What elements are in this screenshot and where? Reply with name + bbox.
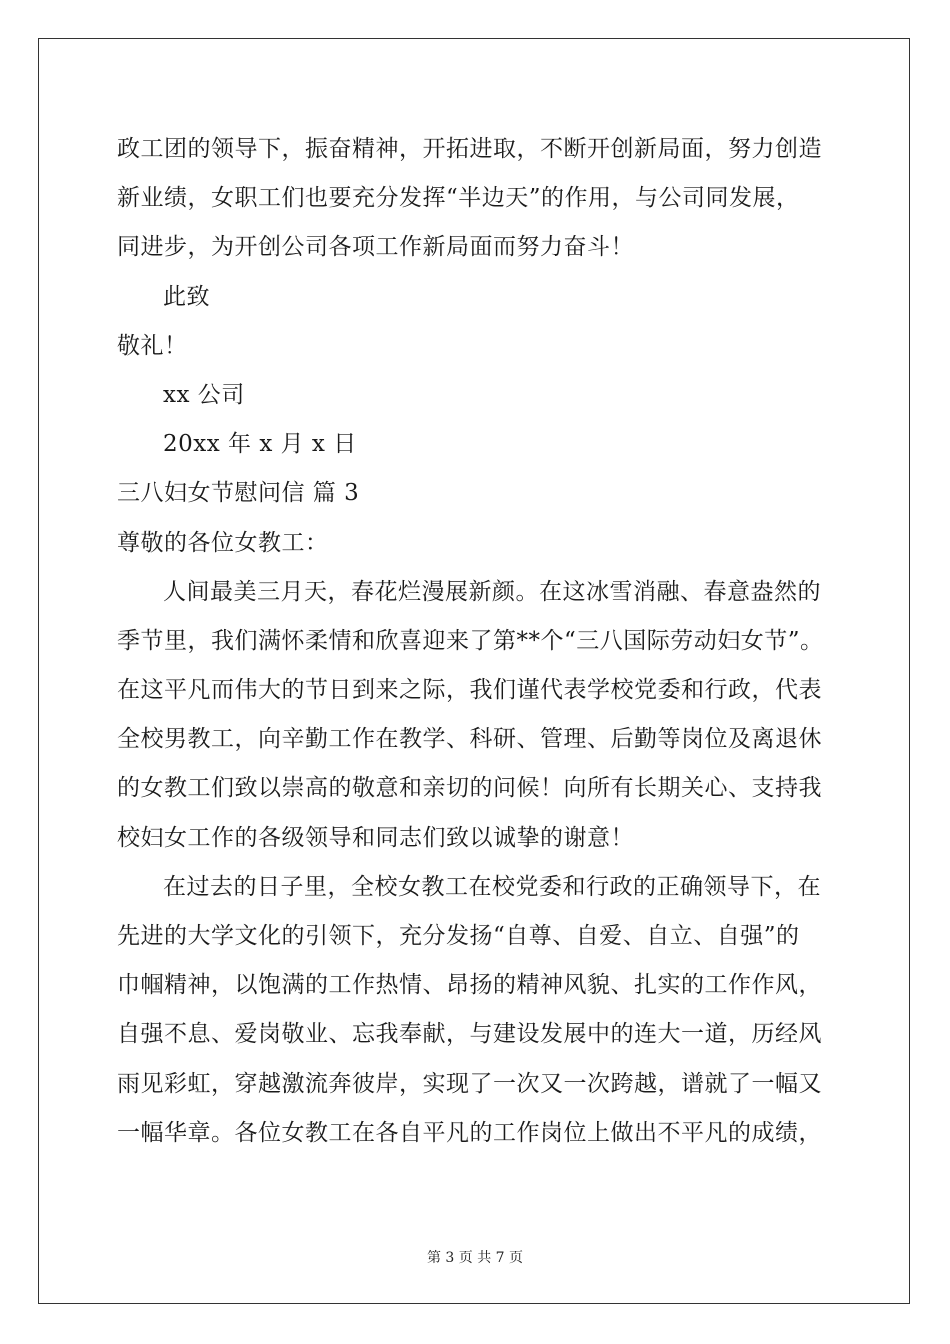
text-line: 政工团的领导下，振奋精神，开拓进取，不断开创新局面，努力创造 (117, 136, 822, 162)
text-line: 先进的大学文化的引领下，充分发扬“自尊、自爱、自立、自强”的 (117, 923, 800, 949)
text-line: 全校男教工，向辛勤工作在教学、科研、管理、后勤等岗位及离退休 (117, 726, 822, 753)
closing-salutation: 此致 (163, 283, 210, 310)
text-line: 在这平凡而伟大的节日到来之际，我们谨代表学校党委和行政，代表 (117, 677, 822, 704)
signature-date: 20xx 年 x 月 x 日 (163, 431, 357, 458)
paragraph-start: 人间最美三月天，春花烂漫展新颜。在这冰雪消融、春意盎然的 (163, 578, 821, 605)
text-line: 雨见彩虹，穿越激流奔彼岸，实现了一次又一次跨越，谱就了一幅又 (117, 1070, 822, 1097)
greeting: 尊敬的各位女教工： (117, 529, 329, 556)
closing-regards: 敬礼！ (117, 332, 188, 359)
text-line: 新业绩，女职工们也要充分发挥“半边天”的作用，与公司同发展， (117, 185, 800, 212)
text-line: 同进步，为开创公司各项工作新局面而努力奋斗！ (117, 234, 634, 261)
text-line: 巾帼精神，以饱满的工作热情、昂扬的精神风貌、扎实的工作作风， (117, 972, 822, 999)
page-number-footer: 第 3 页 共 7 页 (426, 1250, 524, 1266)
text-line: 一幅华章。各位女教工在各自平凡的工作岗位上做出不平凡的成绩， (117, 1119, 822, 1146)
text-line: 季节里，我们满怀柔情和欣喜迎来了第**个“三八国际劳动妇女节”。 (117, 627, 824, 654)
paragraph-start: 在过去的日子里，全校女教工在校党委和行政的正确领导下，在 (163, 873, 821, 900)
text-line: 的女教工们致以崇高的敬意和亲切的问候！向所有长期关心、支持我 (117, 775, 822, 802)
document-body (117, 125, 837, 1158)
text-line: 自强不息、爱岗敬业、忘我奉献，与建设发展中的连大一道，历经风 (117, 1021, 822, 1048)
section-heading: 三八妇女节慰问信 篇 3 (117, 480, 360, 507)
text-line: 校妇女工作的各级领导和同志们致以诚挚的谢意！ (117, 824, 634, 851)
signature-company: xx 公司 (163, 381, 245, 408)
